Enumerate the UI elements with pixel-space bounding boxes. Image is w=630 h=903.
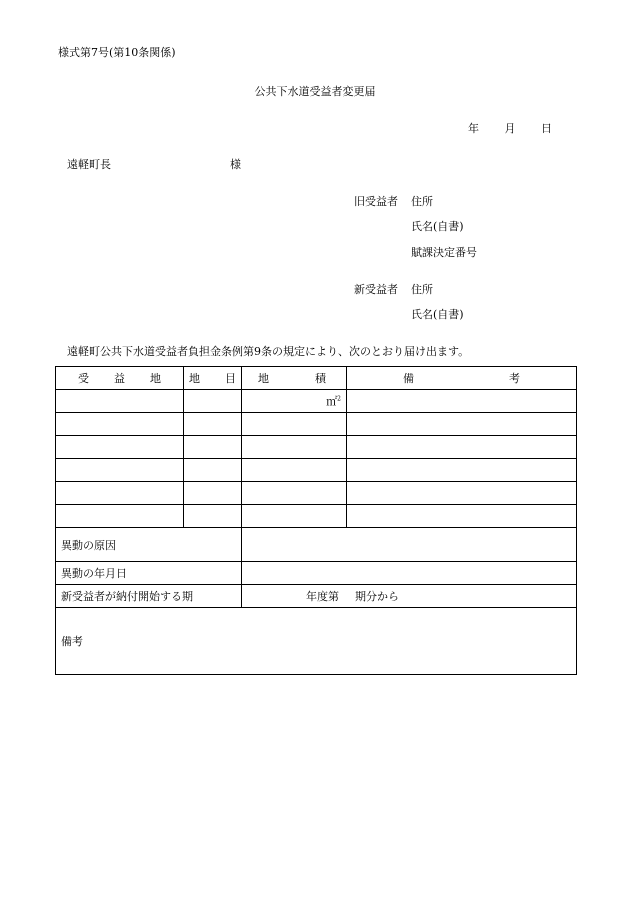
table-header-row — [56, 367, 577, 390]
remarks-cell[interactable] — [347, 482, 577, 505]
location-cell[interactable] — [56, 390, 184, 413]
area-cell[interactable] — [242, 459, 347, 482]
date-month-label: 月 — [504, 122, 516, 135]
table-row — [56, 505, 577, 528]
change-reason-field[interactable] — [242, 528, 577, 562]
remarks-field[interactable] — [56, 608, 577, 675]
area-cell[interactable] — [242, 505, 347, 528]
land-category-cell[interactable] — [184, 482, 242, 505]
payment-start-field[interactable] — [242, 585, 577, 608]
header-remarks: 備 考 — [347, 367, 577, 390]
payment-start-label: 新受益者が納付開始する期 — [56, 585, 242, 608]
date-line — [468, 120, 552, 136]
land-category-cell[interactable] — [184, 436, 242, 459]
land-category-cell[interactable] — [184, 413, 242, 436]
land-category-cell[interactable] — [184, 459, 242, 482]
change-reason-row — [56, 528, 577, 562]
header-land-category: 地 目 — [184, 367, 242, 390]
location-cell[interactable] — [56, 482, 184, 505]
property-table — [55, 366, 577, 675]
area-cell[interactable] — [242, 413, 347, 436]
remarks-cell[interactable] — [347, 459, 577, 482]
addressee-name: 遠軽町長 — [67, 158, 111, 171]
new-beneficiary-name-label: 氏名(自書) — [411, 308, 464, 321]
table-row — [56, 413, 577, 436]
new-beneficiary-label: 新受益者 — [354, 283, 398, 296]
area-cell[interactable] — [242, 436, 347, 459]
land-category-cell[interactable] — [184, 505, 242, 528]
remarks-cell[interactable] — [347, 436, 577, 459]
payment-term-label: 期分から — [355, 590, 399, 603]
statement-text: 遠軽町公共下水道受益者負担金条例第9条の規定により、次のとおり届け出ます。 — [67, 345, 470, 358]
change-date-label: 異動の年月日 — [56, 562, 242, 585]
form-title: 公共下水道受益者変更届 — [254, 85, 376, 98]
old-beneficiary-name-label: 氏名(自書) — [411, 220, 464, 233]
change-reason-label: 異動の原因 — [56, 528, 242, 562]
addressee-honorific: 様 — [230, 158, 241, 171]
date-day-label: 日 — [541, 122, 552, 135]
table-row — [56, 390, 577, 413]
header-location: 受 益 地 — [56, 367, 184, 390]
payment-year-label: 年度第 — [306, 590, 339, 603]
header-area: 地 積 — [242, 367, 347, 390]
change-date-field[interactable] — [242, 562, 577, 585]
remarks-cell[interactable] — [347, 390, 577, 413]
payment-start-row — [56, 585, 577, 608]
table-row — [56, 436, 577, 459]
old-beneficiary-label: 旧受益者 — [354, 195, 398, 208]
date-year-label: 年 — [468, 122, 479, 135]
new-beneficiary-address-label: 住所 — [411, 283, 433, 296]
table-row — [56, 482, 577, 505]
location-cell[interactable] — [56, 459, 184, 482]
square-meter-unit: ㎡$^2$ — [326, 395, 341, 408]
change-date-row — [56, 562, 577, 585]
form-number: 様式第7号(第10条関係) — [58, 46, 176, 59]
remarks-cell[interactable] — [347, 413, 577, 436]
table-row — [56, 459, 577, 482]
old-beneficiary-assessment-label: 賦課決定番号 — [411, 246, 477, 259]
remarks-row — [56, 608, 577, 675]
location-cell[interactable] — [56, 505, 184, 528]
old-beneficiary-address-label: 住所 — [411, 195, 433, 208]
area-cell[interactable] — [242, 482, 347, 505]
land-category-cell[interactable] — [184, 390, 242, 413]
location-cell[interactable] — [56, 436, 184, 459]
area-cell[interactable] — [242, 390, 347, 413]
remarks-cell[interactable] — [347, 505, 577, 528]
location-cell[interactable] — [56, 413, 184, 436]
remarks-label: 備考 — [61, 635, 83, 648]
